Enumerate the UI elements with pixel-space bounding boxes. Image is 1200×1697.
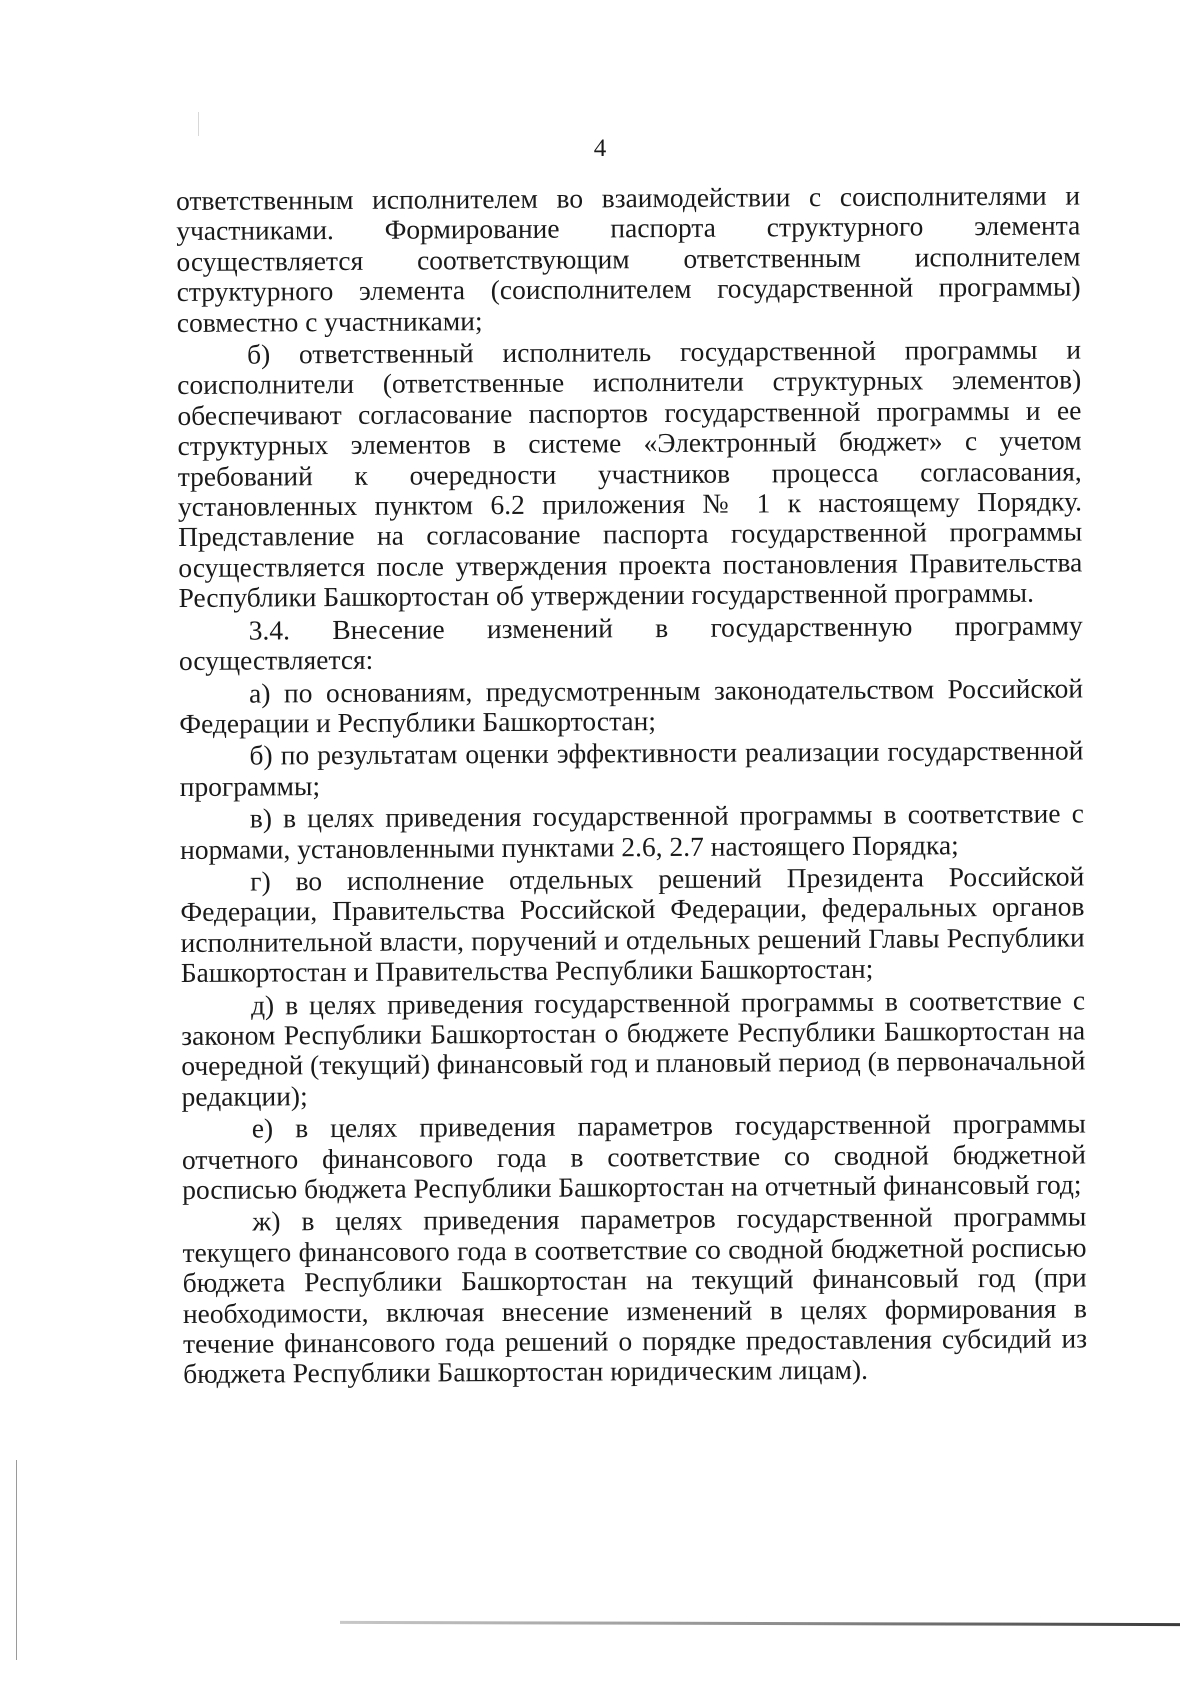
scan-edge-bottom (340, 1621, 1180, 1626)
paragraph-item-zh: ж) в целях приведения параметров государственной программы текущего финансового года в соответствие со сводной бюджетной росписью бюджета Республики Башкортостан на текущий финансовый год (при необходимости, включая внесение изменений в целях формирования в течение финансового года решений о порядке предоставления субсидий из бюджета Республики Башкортостан юридическим лицам). (182, 1200, 1088, 1390)
paragraph-item-e: е) в целях приведения параметров государственной программы отчетного финансового года в соответствие со сводной бюджетной росписью бюджета Республики Башкортостан на отчетный финансовый год; (181, 1107, 1087, 1205)
paragraph-continuation: ответственным исполнителем во взаимодействии с соисполнителями и участниками. Формирование паспорта структурного элемента осуществляется соответствующим ответственным исполнителем структурного элемента (соисполнителем государственной программы) совместно с участниками; (175, 179, 1081, 338)
paragraph-section-3-4: 3.4. Внесение изменений в государственную программу осуществляется: (178, 609, 1083, 677)
paragraph-item-v: в) в целях приведения государственной программы в соответствие с нормами, установленными пунктами 2.6, 2.7 настоящего Порядка; (179, 797, 1084, 865)
document-body (176, 180, 1087, 1389)
scan-edge-left (16, 1460, 17, 1660)
paragraph-item-d: д) в целях приведения государственной программы в соответствие с законом Республики Башкортостан о бюджете Республики Башкортостан на очередной (текущий) финансовый год и плановый период (в первоначальной редакции); (181, 984, 1086, 1112)
paragraph-item-g: г) во исполнение отдельных решений Президента Российской Федерации, Правительства Российской Федерации, федеральных органов исполнительной власти, поручений и отдельных решений Главы Республики Башкортостан и Правительства Республики Башкортостан; (180, 860, 1085, 989)
paragraph-item-a: а) по основаниям, предусмотренным законодательством Российской Федерации и Республики Башкортостан; (179, 671, 1084, 739)
paragraph-item-b: б) по результатам оценки эффективности реализации государственной программы; (179, 734, 1084, 802)
page-number: 4 (593, 135, 607, 162)
scan-artifact-top (198, 112, 199, 136)
paragraph-item-b-approval: б) ответственный исполнитель государственной программы и соисполнители (ответственные исполнители структурных элементов) обеспечивают согласование паспортов государственной программы и ее структурных элементов в системе «Электронный бюджет» с учетом требований к очередности участников процесса согласования, установленных пунктом 6.2 приложения № 1 к настоящему Порядку. Представление на согласование паспорта государственной программы осуществляется после утверждения проекта постановления Правительства Республики Башкортостан об утверждении государственной программы. (177, 333, 1083, 614)
